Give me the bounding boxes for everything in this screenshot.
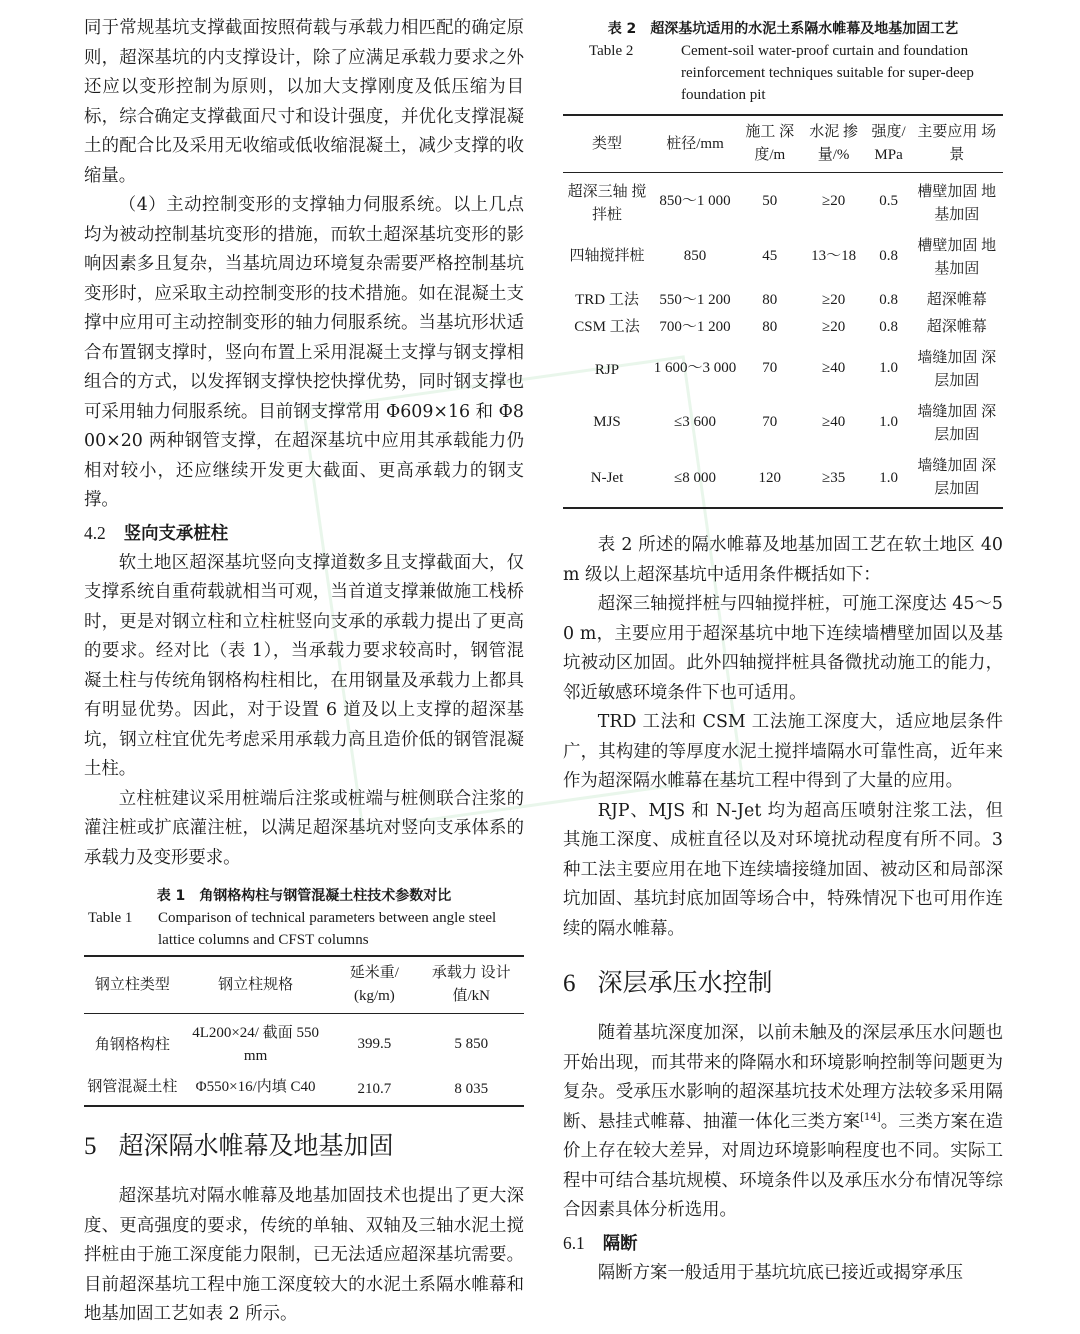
table-cell: 80 xyxy=(762,292,778,308)
table-cell: MJS xyxy=(593,413,621,430)
table-2-label-en: Table 2 xyxy=(589,43,634,59)
heading-5-number: 5 xyxy=(84,1133,97,1160)
heading-6-number: 6 xyxy=(563,970,576,997)
table-2-header-cell: 水泥 掺量/% xyxy=(801,115,867,173)
table-row xyxy=(563,229,1003,283)
table-cell: 80 xyxy=(762,319,778,335)
table-2-header-cell: 类型 xyxy=(563,115,651,173)
right-paragraph-2: 超深三轴搅拌桩与四轴搅拌桩，可施工深度达 45～50 m，主要应用于超深基坑中地下连续墙槽壁加固以及基坑被动区加固。此外四轴搅拌桩具备微扰动施工的能力，邻近敏感环境条件下也可适用。 xyxy=(563,594,1003,703)
table-cell: 700～1 200 xyxy=(659,319,731,335)
table-cell: 1 600～3 000 xyxy=(653,359,737,376)
heading-6-text: 深层承压水控制 xyxy=(597,968,773,997)
table-cell: 墙缝加固 深层加固 xyxy=(917,404,997,443)
table-cell: 0.5 xyxy=(879,192,898,209)
table-2-header-cell: 强度/ MPa xyxy=(867,115,911,173)
right-paragraph-5 xyxy=(563,1019,1003,1226)
table-1 xyxy=(84,955,524,1107)
table-2-header-row xyxy=(563,115,1003,173)
table-1-header-cell: 钢立柱类型 xyxy=(84,956,181,1014)
table-cell: 超深三轴 搅拌桩 xyxy=(567,184,647,223)
right-paragraph-1: 表 2 所述的隔水帷幕及地基加固工艺在软土地区 40 m 级以上超深基坑中适用条件概括如下： xyxy=(563,535,1003,585)
heading-5-text: 超深隔水帷幕及地基加固 xyxy=(118,1131,394,1160)
table-cell: N-Jet xyxy=(590,469,624,486)
table-1-header-cell: 承载力 设计值/kN xyxy=(418,956,524,1014)
table-2 xyxy=(563,114,1003,509)
right-paragraph-5-part-a: 随着基坑深度加深，以前未触及的深层承压水问题也开始出现，而其带来的降隔水和环境影响控制等问题更为复杂。受承压水影响的超深基坑技术处理方法较多采用隔断、悬挂式帷幕、抽灌一体化三类方案 xyxy=(563,1023,1003,1132)
table-cell: TRD 工法 xyxy=(575,292,639,308)
table-cell: 槽壁加固 地基加固 xyxy=(917,184,997,223)
table-cell: Φ550×16/内填 C40 xyxy=(195,1079,316,1095)
table-cell: 1.0 xyxy=(879,359,898,376)
left-paragraph-3: 软土地区超深基坑竖向支撑道数多且支撑截面大，仅支撑系统自重荷载就相当可观，当首道支撑兼做施工栈桥时，更是对钢立柱和立柱桩竖向支承的承载力提出了更高的要求。经对比（表 1），当承载力要求较高时，钢管混凝土柱与传统角钢格构柱相比，在用钢量及承载力上都具有明显优势。因此，对于设置 6 道及以上支撑的超深基坑，钢立柱宜优先考虑采用承载力高且造价低的钢管混凝土柱。 xyxy=(84,552,524,779)
table-row xyxy=(84,1074,524,1106)
table-2-caption-en xyxy=(563,40,1003,106)
table-2-title-en: Cement-soil water-proof curtain and foundation reinforcement techniques suitable for super-deep foundation pit xyxy=(681,43,974,103)
table-cell: 45 xyxy=(762,247,778,264)
table-1-title-en: Comparison of technical parameters between angle steel lattice columns and CFST columns xyxy=(158,910,497,948)
table-cell: ≤3 600 xyxy=(674,413,716,430)
table-cell: ≥20 xyxy=(821,292,846,308)
table-cell: 8 035 xyxy=(454,1081,489,1097)
heading-5 xyxy=(84,1129,524,1164)
table-cell: 1.0 xyxy=(879,469,898,486)
table-row xyxy=(563,283,1003,314)
table-1-caption-en xyxy=(84,907,524,951)
left-paragraph-2: （4）主动控制变形的支撑轴力伺服系统。以上几点均为被动控制基坑变形的措施，而软土超深基坑变形的影响因素多且复杂，当基坑周边环境复杂需要严格控制基坑变形时，应采取主动控制变形的技术措施。如在混凝土支撑中应用可主动控制变形的轴力伺服系统。当基坑形状适合布置钢支撑时，竖向布置上采用混凝土支撑与钢支撑相组合的方式，以发挥钢支撑快挖快撑优势，同时钢支撑也可采用轴力伺服系统。目前钢支撑常用 Φ609×16 和 Φ800×20 两种钢管支撑，在超深基坑中应用其承载能力仍相对较小，还应继续开发更大截面、更高承载力的钢支撑。 xyxy=(84,195,524,510)
table-row xyxy=(563,449,1003,508)
right-paragraph-4: RJP、MJS 和 N-Jet 均为超高压喷射注浆工法，但其施工深度、成桩直径以及对环境扰动程度有所不同。3 种工法主要应用在地下连续墙接缝加固、被动区和局部深坑加固、基坑封底加固等场合中，特殊情况下也可用作连续的隔水帷幕。 xyxy=(563,800,1003,939)
table-1-title-cn: 角钢格构柱与钢管混凝土柱技术参数对比 xyxy=(199,888,452,904)
table-1-caption-cn xyxy=(84,885,524,907)
table-cell: ≥20 xyxy=(821,319,846,335)
table-1-label-cn: 表 1 xyxy=(156,888,186,904)
table-cell: 四轴搅拌桩 xyxy=(569,247,645,264)
table-2-header-cell: 桩径/mm xyxy=(651,115,739,173)
table-cell: 210.7 xyxy=(357,1081,392,1097)
table-row xyxy=(84,1014,524,1075)
table-cell: 0.8 xyxy=(879,319,898,335)
table-cell: 角钢格构柱 xyxy=(94,1036,170,1053)
heading-6 xyxy=(563,966,1003,1001)
left-paragraph-5: 超深基坑对隔水帷幕及地基加固技术也提出了更大深度、更高强度的要求，传统的单轴、双轴及三轴水泥土搅拌桩由于施工深度能力限制，已无法适应超深基坑需要。目前超深基坑工程中施工深度较大的水泥土系隔水帷幕和地基加固工艺如表 2 所示。 xyxy=(84,1186,524,1324)
table-cell: 槽壁加固 地基加固 xyxy=(917,238,997,277)
table-1-header-cell: 延米重/ (kg/m) xyxy=(330,956,418,1014)
table-cell: 墙缝加固 深层加固 xyxy=(917,350,997,389)
table-cell: ≥20 xyxy=(821,192,846,209)
table-cell: 850～1 000 xyxy=(659,192,731,209)
table-cell: 550～1 200 xyxy=(659,292,731,308)
heading-6-1 xyxy=(563,1230,1003,1257)
heading-6-1-text: 隔断 xyxy=(602,1233,638,1254)
table-2-title-cn: 超深基坑适用的水泥土系隔水帷幕及地基加固工艺 xyxy=(650,21,959,37)
right-paragraph-5-part-b: 。三类方案在造价上存在较大差异，对周边环境影响程度也不同。实际工程中可结合基坑规模、环境条件以及承压水分布情况等综合因素具体分析选用。 xyxy=(563,1111,1003,1220)
table-row xyxy=(563,314,1003,341)
right-paragraph-6: 隔断方案一般适用于基坑坑底已接近或揭穿承压 xyxy=(597,1262,964,1283)
table-2-header-cell: 主要应用 场景 xyxy=(911,115,1003,173)
table-1-header-cell: 钢立柱规格 xyxy=(181,956,331,1014)
table-row xyxy=(563,341,1003,395)
table-cell: 1.0 xyxy=(879,413,898,430)
table-cell: 70 xyxy=(762,359,778,376)
table-row xyxy=(563,173,1003,230)
table-cell: 13～18 xyxy=(811,247,857,264)
table-2-label-cn: 表 2 xyxy=(607,21,637,37)
table-cell: 850 xyxy=(683,247,707,264)
table-cell: 399.5 xyxy=(357,1035,392,1052)
table-cell: 70 xyxy=(762,413,778,430)
left-paragraph-4: 立柱桩建议采用桩端后注浆或桩端与桩侧联合注浆的灌注桩或扩底灌注桩，以满足超深基坑对竖向支承体系的承载力及变形要求。 xyxy=(84,788,524,868)
table-cell: ≥40 xyxy=(821,413,846,430)
table-cell: 50 xyxy=(762,192,778,209)
table-cell: ≤8 000 xyxy=(674,469,716,486)
heading-4-2-text: 竖向支承桩柱 xyxy=(123,523,229,544)
heading-4-2 xyxy=(84,520,524,547)
table-cell: 0.8 xyxy=(879,292,898,308)
table-cell: 4L200×24/ 截面 550 mm xyxy=(192,1025,319,1064)
table-row xyxy=(563,395,1003,449)
right-column xyxy=(563,18,1003,1288)
table-cell: 120 xyxy=(758,469,782,486)
left-paragraph-1: 同于常规基坑支撑截面按照荷载与承载力相匹配的确定原则，超深基坑的内支撑设计，除了应满足承载力要求之外还应以变形控制为原则，以加大支撑刚度及低压缩为目标，综合确定支撑截面尺寸和设计强度，并优化支撑混凝土的配合比及采用无收缩或低收缩混凝土，减少支撑的收缩量。 xyxy=(84,18,524,186)
citation-14[interactable]: [14] xyxy=(860,1111,881,1123)
table-2-header-cell: 施工 深度/m xyxy=(739,115,801,173)
table-1-header-row xyxy=(84,956,524,1014)
table-cell: 墙缝加固 深层加固 xyxy=(917,458,997,497)
table-cell: 钢管混凝土柱 xyxy=(87,1079,178,1095)
right-paragraph-3: TRD 工法和 CSM 工法施工深度大，适应地层条件广，其构建的等厚度水泥土搅拌墙隔水可靠性高，近年来作为超深隔水帷幕在基坑工程中得到了大量的应用。 xyxy=(563,712,1003,791)
heading-4-2-number: 4.2 xyxy=(84,522,106,543)
table-cell: CSM 工法 xyxy=(574,319,640,335)
table-cell: 0.8 xyxy=(879,247,898,264)
table-2-caption-cn xyxy=(563,18,1003,40)
table-cell: RJP xyxy=(594,361,620,378)
table-cell: ≥40 xyxy=(821,359,846,376)
left-column xyxy=(84,14,524,1330)
table-cell: 超深帷幕 xyxy=(926,292,987,308)
heading-6-1-number: 6.1 xyxy=(563,1232,585,1253)
table-1-label-en: Table 1 xyxy=(88,910,133,926)
table-cell: ≥35 xyxy=(821,469,846,486)
table-cell: 超深帷幕 xyxy=(926,319,987,335)
table-cell: 5 850 xyxy=(454,1035,489,1052)
